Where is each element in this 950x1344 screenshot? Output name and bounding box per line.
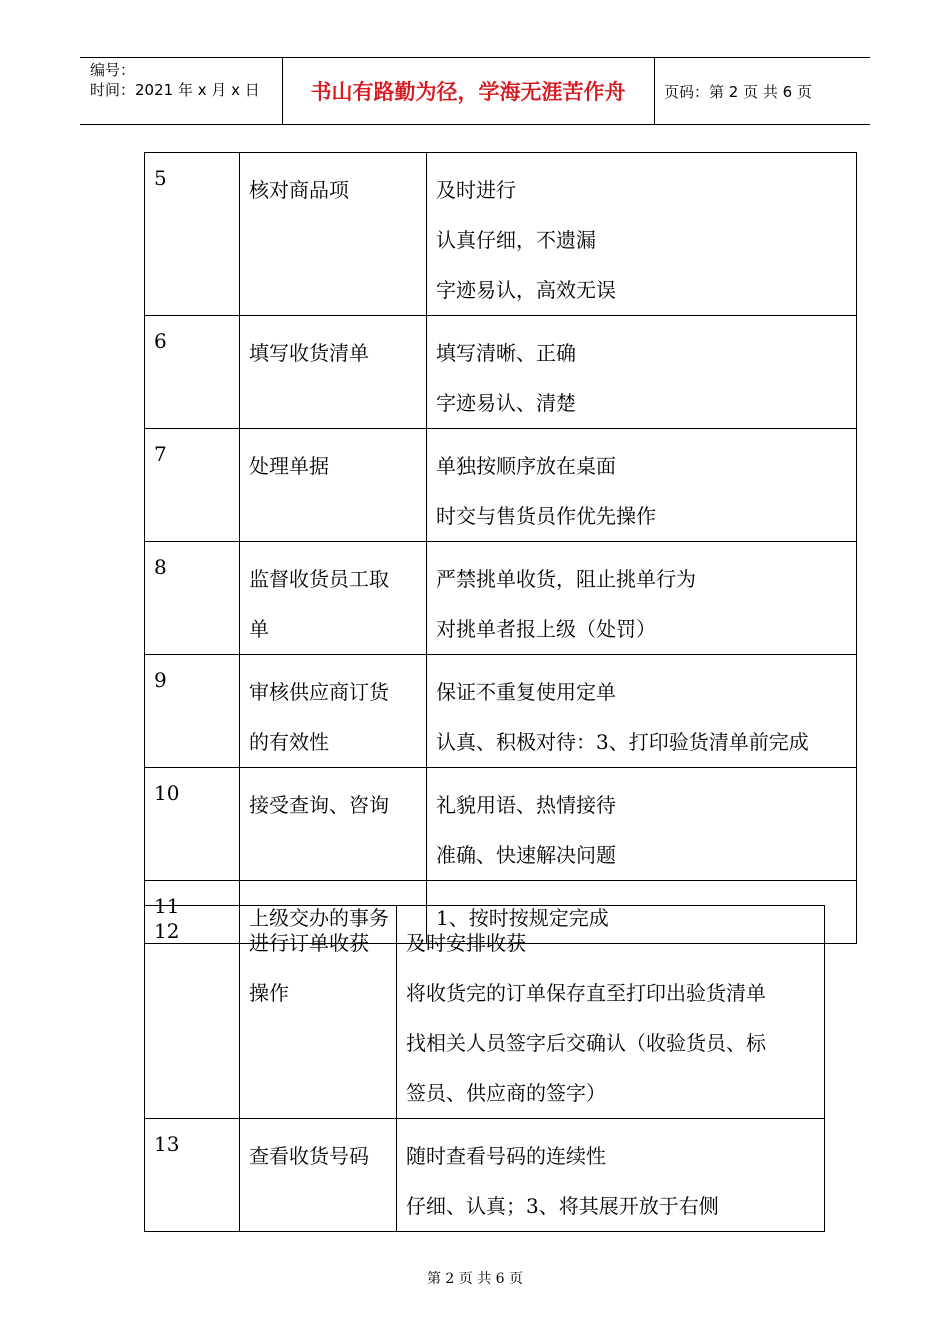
table-row xyxy=(145,153,857,316)
requirement-line: 保证不重复使用定单 xyxy=(436,680,616,704)
row-item-line: 查看收货号码 xyxy=(249,1144,369,1168)
duty-table-2 xyxy=(144,905,825,1232)
row-number xyxy=(145,316,240,429)
requirement-line: 及时安排收获 xyxy=(406,931,526,955)
page-footer: 第 2 页 共 6 页 xyxy=(426,1271,524,1287)
row-item xyxy=(240,1119,397,1232)
row-number-text: 6 xyxy=(154,329,167,353)
row-item-line: 进行订单收获 xyxy=(249,931,369,955)
row-item-line: 上级交办的事务 xyxy=(249,906,389,930)
row-requirements xyxy=(427,316,857,429)
row-item xyxy=(240,429,427,542)
row-item xyxy=(240,153,427,316)
row-item-line: 接受查询、咨询 xyxy=(249,793,389,817)
requirement-line: 认真、积极对待：3、打印验货清单前完成 xyxy=(436,730,809,754)
row-item xyxy=(240,542,427,655)
duty-table-1 xyxy=(144,152,857,944)
row-number-text: 8 xyxy=(154,555,167,579)
row-requirements xyxy=(397,1119,825,1232)
requirement-line: 准确、快速解决问题 xyxy=(436,843,616,867)
row-requirements xyxy=(427,429,857,542)
requirement-line: 签员、供应商的签字） xyxy=(406,1081,606,1105)
requirement-line: 仔细、认真；3、将其展开放于右侧 xyxy=(406,1194,719,1218)
row-item-line: 审核供应商订货 xyxy=(249,680,389,704)
requirement-line: 将收货完的订单保存直至打印出验货清单 xyxy=(406,981,766,1005)
header-page-info: 页码：第 2 页 共 6 页 xyxy=(664,82,812,101)
row-requirements xyxy=(427,153,857,316)
requirement-line: 随时查看号码的连续性 xyxy=(406,1144,606,1168)
row-item-line: 核对商品项 xyxy=(249,178,349,202)
row-number-text: 11 xyxy=(154,894,180,918)
header-divider-right xyxy=(654,58,655,124)
header-motto: 书山有路勤为径，学海无涯苦作舟 xyxy=(310,80,626,104)
row-number xyxy=(145,429,240,542)
row-item-line: 操作 xyxy=(249,981,289,1005)
requirement-line: 1、按时按规定完成 xyxy=(436,906,609,930)
requirement-line: 时交与售货员作优先操作 xyxy=(436,504,656,528)
row-requirements xyxy=(427,655,857,768)
header-time-label: 时间：2021 年 x 月 x 日 xyxy=(90,81,260,99)
table-row xyxy=(145,542,857,655)
row-item xyxy=(240,768,427,881)
requirement-line: 填写清晰、正确 xyxy=(436,341,576,365)
table-row xyxy=(145,316,857,429)
page-header xyxy=(80,57,870,125)
header-number-label: 编号： xyxy=(90,61,136,79)
row-item xyxy=(240,655,427,768)
row-item-line: 的有效性 xyxy=(249,730,329,754)
requirement-line: 字迹易认，高效无误 xyxy=(436,278,616,302)
row-number xyxy=(145,542,240,655)
row-number xyxy=(145,768,240,881)
row-number xyxy=(145,655,240,768)
row-item-line: 处理单据 xyxy=(249,454,329,478)
table-row xyxy=(145,1119,825,1232)
table-row xyxy=(145,768,857,881)
requirement-line: 及时进行 xyxy=(436,178,516,202)
row-number xyxy=(145,906,240,1119)
row-item xyxy=(240,906,397,1119)
table-row xyxy=(145,429,857,542)
row-requirements xyxy=(427,768,857,881)
requirement-line: 单独按顺序放在桌面 xyxy=(436,454,616,478)
requirement-line: 字迹易认、清楚 xyxy=(436,391,576,415)
header-meta xyxy=(90,60,260,100)
row-item xyxy=(240,316,427,429)
row-item-line: 监督收货员工取 xyxy=(249,567,389,591)
row-number-text: 12 xyxy=(154,919,180,943)
row-number-text: 10 xyxy=(154,781,180,805)
requirement-line: 认真仔细，不遗漏 xyxy=(436,228,596,252)
row-requirements xyxy=(427,542,857,655)
requirement-line: 找相关人员签字后交确认（收验货员、标 xyxy=(406,1031,766,1055)
row-requirements xyxy=(397,906,825,1119)
row-number-text: 9 xyxy=(154,668,167,692)
row-number xyxy=(145,153,240,316)
requirement-line: 礼貌用语、热情接待 xyxy=(436,793,616,817)
table-row xyxy=(145,655,857,768)
requirement-line: 严禁挑单收货，阻止挑单行为 xyxy=(436,567,696,591)
row-item-line: 单 xyxy=(249,617,269,641)
row-number-text: 13 xyxy=(154,1132,180,1156)
row-item-line: 填写收货清单 xyxy=(249,341,369,365)
row-number-text: 5 xyxy=(154,166,167,190)
table-row xyxy=(145,906,825,1119)
row-number xyxy=(145,1119,240,1232)
requirement-line: 对挑单者报上级（处罚） xyxy=(436,617,656,641)
row-number-text: 7 xyxy=(154,442,167,466)
